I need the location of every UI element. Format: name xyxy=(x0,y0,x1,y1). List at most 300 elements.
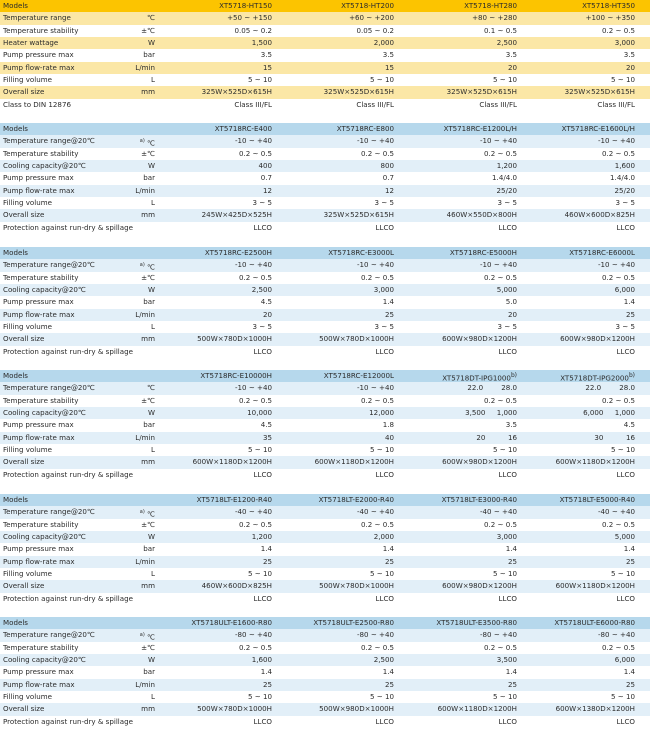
spec-value: 12 xyxy=(262,185,272,195)
models-label: Models xyxy=(3,1,28,10)
spec-value: 0.2 ~ 0.5 xyxy=(360,519,394,529)
model-name-text: XT5718RC-E1600L/H xyxy=(561,124,635,133)
spec-value: 5 ~ 10 xyxy=(370,445,394,455)
spec-value: 6,000 xyxy=(614,285,635,295)
spec-unit xyxy=(95,654,155,666)
spec-unit xyxy=(95,86,155,98)
spec-unit xyxy=(95,419,155,431)
spec-unit xyxy=(95,519,155,531)
spec-unit xyxy=(95,556,155,568)
spec-value: 1,200 xyxy=(496,161,517,171)
spec-unit xyxy=(95,666,155,678)
spec-value: 4.5 xyxy=(623,420,635,430)
spec-value: -10 ~ +40 xyxy=(479,136,517,146)
spec-value: 0.2 ~ 0.5 xyxy=(601,519,635,529)
spec-value: 5 ~ 10 xyxy=(493,445,517,455)
spec-label xyxy=(3,12,71,24)
spec-value: 25 xyxy=(384,556,394,566)
model-name-text: XT5718DT-IPG2000 xyxy=(560,373,629,383)
spec-value: Class III/FL xyxy=(356,99,394,109)
spec-row xyxy=(0,703,650,715)
spec-value: 3 ~ 5 xyxy=(497,198,517,208)
footnote-mark: a) xyxy=(139,632,145,639)
spec-row xyxy=(0,691,650,703)
spec-value: 3 ~ 5 xyxy=(374,198,394,208)
spec-value: -40 ~ +40 xyxy=(356,507,394,517)
models-header-row xyxy=(0,123,650,135)
spec-unit-text: ±℃ xyxy=(141,519,155,529)
spec-unit xyxy=(95,12,155,24)
spec-label-text: Filling volume xyxy=(3,75,52,85)
spec-label-text: Pump flow-rate max xyxy=(3,556,75,566)
spec-unit-text: bar xyxy=(143,667,155,677)
spec-table-1 xyxy=(0,0,650,111)
spec-value: 3,000 xyxy=(614,38,635,48)
spec-value: -10 ~ +40 xyxy=(479,260,517,270)
model-name xyxy=(527,0,635,12)
spec-value: 0.2 ~ 0.5 xyxy=(483,642,517,652)
spec-value: LLCO xyxy=(498,593,517,603)
spec-table-6 xyxy=(0,617,650,728)
model-name xyxy=(160,370,272,382)
spec-value: 600W×980D×1200H xyxy=(442,334,517,344)
spec-unit-text: W xyxy=(147,532,155,542)
model-name-text: XT5718DT-IPG1000 xyxy=(442,373,511,383)
spec-unit xyxy=(95,568,155,580)
spec-value: 0.2 ~ 0.5 xyxy=(360,272,394,282)
spec-value: 25 xyxy=(625,556,635,566)
spec-label-text: Pump flow-rate max xyxy=(3,432,75,442)
spec-value: 0.2 ~ 0.5 xyxy=(238,272,272,282)
spec-value: 3.5 xyxy=(505,420,517,430)
model-name-text: XT5718LT-E5000-R40 xyxy=(559,495,635,504)
spec-label xyxy=(3,407,86,419)
model-name-text: XT5718RC-E2500H xyxy=(204,248,272,257)
spec-label xyxy=(3,259,95,271)
spec-label xyxy=(3,272,78,284)
spec-label xyxy=(3,629,95,641)
model-name xyxy=(160,617,272,629)
spec-value: 1.4 xyxy=(382,297,394,307)
spec-value: 245W×425D×525H xyxy=(201,210,272,220)
spec-value: 0.7 xyxy=(382,173,394,183)
spec-value: LLCO xyxy=(616,346,635,356)
spec-value: -80 ~ +40 xyxy=(356,630,394,640)
spec-value: 22.0 28.0 xyxy=(585,383,635,393)
spec-label xyxy=(3,703,44,715)
spec-label-text: Temperature stability xyxy=(3,25,79,35)
spec-value: 5 ~ 10 xyxy=(493,692,517,702)
spec-label-text: Cooling capacity@20℃ xyxy=(3,655,86,665)
spec-value: 4.5 xyxy=(260,297,272,307)
spec-value: LLCO xyxy=(616,593,635,603)
spec-value: -40 ~ +40 xyxy=(597,507,635,517)
spec-unit xyxy=(95,679,155,691)
spec-value: 1.4 xyxy=(505,544,517,554)
spec-unit xyxy=(95,296,155,308)
spec-row xyxy=(0,543,650,555)
spec-label-text: Protection against run-dry & spillage xyxy=(3,716,133,726)
spec-value: -80 ~ +40 xyxy=(234,630,272,640)
spec-value: 5 ~ 10 xyxy=(611,445,635,455)
spec-value: LLCO xyxy=(375,716,394,726)
spec-unit-text: mm xyxy=(141,334,155,344)
spec-value: 500W×780D×1000H xyxy=(319,334,394,344)
spec-label xyxy=(3,49,74,61)
model-name-text: XT5718RC-E400 xyxy=(214,124,272,133)
spec-value: -10 ~ +40 xyxy=(356,136,394,146)
spec-row xyxy=(0,86,650,98)
spec-unit-text: L/min xyxy=(135,556,155,566)
model-name-text: XT5718RC-E800 xyxy=(336,124,394,133)
spec-label-text: Pump flow-rate max xyxy=(3,679,75,689)
spec-value: 5 ~ 10 xyxy=(493,75,517,85)
spec-unit-text: mm xyxy=(141,457,155,467)
spec-label xyxy=(3,284,86,296)
spec-value: 325W×525D×615H xyxy=(564,87,635,97)
spec-value: LLCO xyxy=(375,469,394,479)
spec-value: 4.5 xyxy=(260,420,272,430)
spec-value: 3 ~ 5 xyxy=(252,198,272,208)
spec-label xyxy=(3,222,133,234)
spec-value: 5 ~ 10 xyxy=(370,692,394,702)
spec-label-text: Protection against run-dry & spillage xyxy=(3,593,133,603)
spec-unit-text: mm xyxy=(141,87,155,97)
spec-value: 600W×1180D×1200H xyxy=(437,704,517,714)
spec-label-text: Pump pressure max xyxy=(3,297,74,307)
spec-value: 3 ~ 5 xyxy=(615,322,635,332)
models-header-row xyxy=(0,617,650,629)
spec-row xyxy=(0,37,650,49)
spec-row xyxy=(0,148,650,160)
spec-row xyxy=(0,309,650,321)
spec-value: 5,000 xyxy=(614,532,635,542)
spec-value: 0.2 ~ 0.5 xyxy=(601,25,635,35)
spec-value: 1.8 xyxy=(382,420,394,430)
spec-value: LLCO xyxy=(616,469,635,479)
model-name xyxy=(160,494,272,506)
spec-row xyxy=(0,666,650,678)
model-name-text: XT5718LT-E2000-R40 xyxy=(318,495,394,504)
spec-label-text: Cooling capacity@20℃ xyxy=(3,408,86,418)
spec-unit-text: ℃ xyxy=(147,383,155,393)
models-label: Models xyxy=(3,371,28,380)
spec-value: +50 ~ +150 xyxy=(227,13,272,23)
spec-value: -10 ~ +40 xyxy=(356,383,394,393)
spec-row xyxy=(0,506,650,518)
spec-row xyxy=(0,382,650,394)
spec-row xyxy=(0,519,650,531)
spec-value: 1.4 xyxy=(382,544,394,554)
spec-row xyxy=(0,469,650,481)
spec-unit xyxy=(95,148,155,160)
spec-value: LLCO xyxy=(375,593,394,603)
spec-unit-text: L/min xyxy=(135,432,155,442)
spec-value: 0.2 ~ 0.5 xyxy=(601,642,635,652)
spec-value: 3.5 xyxy=(260,50,272,60)
spec-label xyxy=(3,86,44,98)
spec-label xyxy=(3,556,75,568)
spec-value: 5 ~ 10 xyxy=(611,75,635,85)
spec-value: 25 xyxy=(262,679,272,689)
spec-label-text: Temperature range@20℃ xyxy=(3,136,95,146)
spec-value: 1.4 xyxy=(623,544,635,554)
spec-unit-text: bar xyxy=(143,420,155,430)
spec-label xyxy=(3,531,86,543)
spec-value: 1.4/4.0 xyxy=(492,173,517,183)
spec-row xyxy=(0,407,650,419)
spec-value: 325W×525D×615H xyxy=(201,87,272,97)
model-name-text: XT5718RC-E12000L xyxy=(323,371,394,380)
spec-unit xyxy=(95,407,155,419)
model-name-text: XT5718ULT-E1600-R80 xyxy=(191,618,272,627)
spec-label-text: Temperature stability xyxy=(3,395,79,405)
spec-unit xyxy=(95,642,155,654)
spec-value: 1.4 xyxy=(382,667,394,677)
spec-value: Class III/FL xyxy=(479,99,517,109)
spec-label xyxy=(3,432,75,444)
spec-label xyxy=(3,469,133,481)
spec-value: 0.2 ~ 0.5 xyxy=(483,148,517,158)
spec-value: 22.0 28.0 xyxy=(467,383,517,393)
spec-value: 500W×780D×1000H xyxy=(197,704,272,714)
spec-value: 0.2 ~ 0.5 xyxy=(483,395,517,405)
spec-row xyxy=(0,296,650,308)
spec-value: 2,500 xyxy=(496,38,517,48)
spec-unit-text: L xyxy=(151,322,155,332)
spec-label-text: Cooling capacity@20℃ xyxy=(3,532,86,542)
spec-value: 600W×1180D×1200H xyxy=(192,457,272,467)
models-header-row xyxy=(0,494,650,506)
spec-label-text: Overall size xyxy=(3,87,45,97)
spec-row xyxy=(0,172,650,184)
spec-label-text: Heater wattage xyxy=(3,38,59,48)
spec-label-text: Filling volume xyxy=(3,445,52,455)
spec-value: 30 16 xyxy=(594,432,635,442)
spec-value: 5 ~ 10 xyxy=(248,569,272,579)
spec-value: 15 xyxy=(262,62,272,72)
spec-row xyxy=(0,419,650,431)
spec-value: 3,500 xyxy=(496,655,517,665)
spec-label-text: Cooling capacity@20℃ xyxy=(3,161,86,171)
spec-unit xyxy=(95,284,155,296)
spec-row xyxy=(0,629,650,641)
spec-unit xyxy=(95,691,155,703)
spec-value: 2,500 xyxy=(373,655,394,665)
model-name xyxy=(405,370,517,382)
spec-label xyxy=(3,333,44,345)
spec-unit-text: L/min xyxy=(135,185,155,195)
spec-unit-text: ℃ xyxy=(147,509,155,519)
spec-unit-text: mm xyxy=(141,581,155,591)
model-name-text: XT5718RC-E3000L xyxy=(328,248,394,257)
model-name-text: XT5718-HT200 xyxy=(341,1,394,10)
spec-value: 0.2 ~ 0.5 xyxy=(360,148,394,158)
spec-label-text: Pump flow-rate max xyxy=(3,62,75,72)
model-name xyxy=(405,494,517,506)
spec-value: 0.2 ~ 0.5 xyxy=(601,395,635,405)
models-label: Models xyxy=(3,248,28,257)
model-name xyxy=(405,617,517,629)
spec-value: 40 xyxy=(384,432,394,442)
model-name xyxy=(527,247,635,259)
spec-value: 3.5 xyxy=(623,50,635,60)
spec-value: 325W×525D×615H xyxy=(323,210,394,220)
spec-unit xyxy=(95,197,155,209)
spec-value: 20 16 xyxy=(476,432,517,442)
model-name xyxy=(405,123,517,135)
model-name xyxy=(160,0,272,12)
spec-value: 0.1 ~ 0.5 xyxy=(483,25,517,35)
spec-value: 0.2 ~ 0.5 xyxy=(238,395,272,405)
footnote-mark: a) xyxy=(139,138,145,145)
models-label: Models xyxy=(3,124,28,133)
spec-unit xyxy=(95,382,155,394)
spec-value: 0.2 ~ 0.5 xyxy=(483,272,517,282)
spec-value: 20 xyxy=(262,309,272,319)
spec-unit-text: ℃ xyxy=(147,13,155,23)
spec-value: 35 xyxy=(262,432,272,442)
spec-label-text: Pump pressure max xyxy=(3,173,74,183)
spec-label xyxy=(3,135,95,147)
models-header-row xyxy=(0,370,650,382)
spec-value: 12,000 xyxy=(369,408,394,418)
spec-label-text: Temperature range@20℃ xyxy=(3,260,95,270)
spec-unit xyxy=(95,74,155,86)
spec-label-text: Pump flow-rate max xyxy=(3,185,75,195)
spec-value: 0.2 ~ 0.5 xyxy=(238,642,272,652)
spec-unit-text: bar xyxy=(143,544,155,554)
spec-label xyxy=(3,654,86,666)
model-name xyxy=(282,0,394,12)
spec-value: 25 xyxy=(507,556,517,566)
spec-value: 5 ~ 10 xyxy=(248,445,272,455)
spec-label xyxy=(3,62,75,74)
spec-unit-text: bar xyxy=(143,173,155,183)
spec-value: 25/20 xyxy=(496,185,517,195)
spec-value: 2,000 xyxy=(373,38,394,48)
spec-unit xyxy=(95,135,155,147)
footnote-mark: b) xyxy=(628,373,635,379)
spec-label xyxy=(3,444,52,456)
model-name-text: XT5718RC-E10000H xyxy=(200,371,272,380)
spec-row xyxy=(0,209,650,221)
spec-unit-text: L xyxy=(151,75,155,85)
spec-value: 3.5 xyxy=(382,50,394,60)
spec-value: +80 ~ +280 xyxy=(472,13,517,23)
spec-unit-text: L xyxy=(151,198,155,208)
spec-value: 15 xyxy=(384,62,394,72)
spec-value: LLCO xyxy=(498,469,517,479)
model-name-text: XT5718RC-E5000H xyxy=(449,248,517,257)
model-name xyxy=(527,617,635,629)
spec-label xyxy=(3,296,74,308)
spec-value: 500W×780D×1000H xyxy=(319,581,394,591)
spec-table-3 xyxy=(0,247,650,358)
models-label: Models xyxy=(3,618,28,627)
spec-value: 25 xyxy=(625,679,635,689)
spec-value: 1,200 xyxy=(251,532,272,542)
spec-value: 3 ~ 5 xyxy=(374,322,394,332)
spec-value: 460W×600D×825H xyxy=(564,210,635,220)
spec-row xyxy=(0,654,650,666)
spec-unit xyxy=(95,172,155,184)
spec-unit-text: bar xyxy=(143,297,155,307)
spec-value: LLCO xyxy=(253,346,272,356)
spec-value: 0.2 ~ 0.5 xyxy=(483,519,517,529)
footnote-mark: b) xyxy=(510,373,517,379)
spec-label-text: Pump pressure max xyxy=(3,667,74,677)
model-name-text: XT5718ULT-E2500-R80 xyxy=(313,618,394,627)
spec-value: +60 ~ +200 xyxy=(349,13,394,23)
spec-label xyxy=(3,321,52,333)
model-name xyxy=(282,617,394,629)
spec-row xyxy=(0,642,650,654)
footnote-mark: a) xyxy=(139,262,145,269)
spec-row xyxy=(0,272,650,284)
spec-unit-text: L xyxy=(151,692,155,702)
spec-row xyxy=(0,74,650,86)
spec-row xyxy=(0,531,650,543)
spec-value: 3 ~ 5 xyxy=(615,198,635,208)
spec-value: LLCO xyxy=(498,222,517,232)
spec-row xyxy=(0,284,650,296)
spec-unit xyxy=(95,321,155,333)
spec-row xyxy=(0,25,650,37)
spec-label xyxy=(3,25,78,37)
spec-value: -80 ~ +40 xyxy=(479,630,517,640)
spec-unit-text: W xyxy=(147,655,155,665)
spec-row xyxy=(0,456,650,468)
spec-value: 800 xyxy=(380,161,394,171)
spec-value: 25 xyxy=(262,556,272,566)
spec-row xyxy=(0,432,650,444)
spec-unit xyxy=(95,444,155,456)
spec-label-text: Temperature range xyxy=(3,13,71,23)
spec-value: -10 ~ +40 xyxy=(234,260,272,270)
spec-row xyxy=(0,259,650,271)
spec-value: 0.05 ~ 0.2 xyxy=(234,25,272,35)
spec-label-text: Temperature stability xyxy=(3,272,79,282)
spec-label xyxy=(3,37,58,49)
spec-unit-text: W xyxy=(147,408,155,418)
spec-value: 5 ~ 10 xyxy=(370,569,394,579)
spec-value: 25 xyxy=(507,679,517,689)
spec-value: 500W×980D×1000H xyxy=(319,704,394,714)
spec-label xyxy=(3,716,133,728)
spec-label-text: Overall size xyxy=(3,210,45,220)
spec-value: LLCO xyxy=(616,716,635,726)
spec-value: 600W×1380D×1200H xyxy=(555,704,635,714)
spec-value: LLCO xyxy=(253,716,272,726)
spec-label-text: Protection against run-dry & spillage xyxy=(3,222,133,232)
spec-value: 5 ~ 10 xyxy=(248,692,272,702)
spec-row xyxy=(0,197,650,209)
spec-value: 3,000 xyxy=(496,532,517,542)
spec-value: 3,000 xyxy=(373,285,394,295)
spec-unit xyxy=(95,37,155,49)
spec-value: 5 ~ 10 xyxy=(611,569,635,579)
spec-value: 1.4 xyxy=(260,544,272,554)
spec-label-text: Filling volume xyxy=(3,569,52,579)
spec-value: 0.2 ~ 0.5 xyxy=(601,272,635,282)
spec-unit-text: ±℃ xyxy=(141,642,155,652)
spec-value: LLCO xyxy=(253,593,272,603)
spec-value: 25 xyxy=(384,679,394,689)
spec-label xyxy=(3,456,44,468)
spec-unit xyxy=(95,49,155,61)
spec-value: 0.2 ~ 0.5 xyxy=(360,642,394,652)
